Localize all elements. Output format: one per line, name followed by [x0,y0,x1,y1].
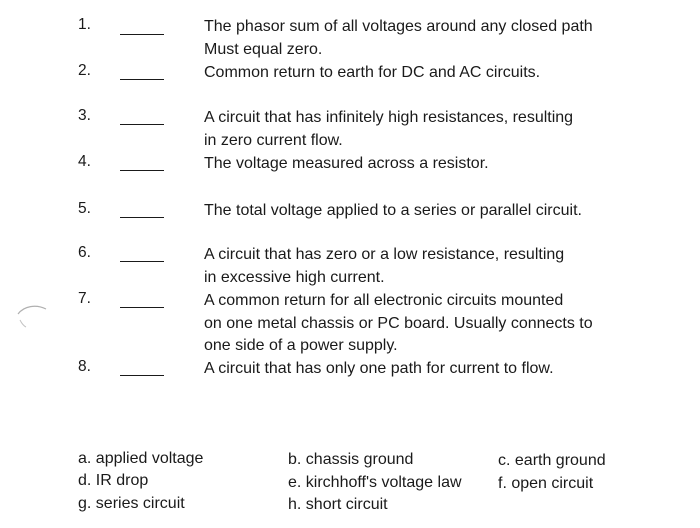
answer-blank[interactable] [120,34,164,35]
option-a: a. applied voltage [78,450,204,467]
answer-blank[interactable] [120,124,164,125]
answer-blank[interactable] [120,307,164,308]
answer-blank[interactable] [120,217,164,218]
question-number: 5. [78,200,91,217]
question-line: A circuit that has zero or a low resistance, resulting [204,246,565,263]
question-line: A common return for all electronic circuits mounted [204,292,564,309]
question-line: The voltage measured across a resistor. [204,155,489,172]
question-text [204,16,684,61]
option-b: b. chassis ground [288,451,414,468]
question-text [204,107,684,152]
question-text [204,290,684,358]
answer-blank[interactable] [120,170,164,171]
option-h: h. short circuit [288,496,388,513]
question-text [204,200,684,223]
question-line: Common return to earth for DC and AC circuits. [204,64,541,81]
question-line: on one metal chassis or PC board. Usually connects to [204,314,593,332]
question-line: Must equal zero. [204,40,323,58]
question-line: in excessive high current. [204,268,385,286]
question-line: A circuit that has only one path for current to flow. [204,360,554,377]
question-number: 4. [78,153,91,170]
option-g: g. series circuit [78,495,185,512]
answer-blank[interactable] [120,261,164,262]
scan-mark [14,300,48,330]
question-line: in zero current flow. [204,131,343,149]
question-number: 8. [78,358,91,375]
question-number: 6. [78,244,91,261]
question-text [204,62,684,85]
question-text [204,244,684,289]
question-number: 3. [78,107,91,124]
question-number: 1. [78,16,91,33]
question-number: 7. [78,290,91,307]
question-line: A circuit that has infinitely high resistances, resulting [204,109,574,126]
option-d: d. IR drop [78,472,149,489]
question-line: one side of a power supply. [204,337,398,354]
option-c: c. earth ground [498,452,606,469]
question-text [204,153,684,176]
answer-blank[interactable] [120,79,164,80]
answer-blank[interactable] [120,375,164,376]
question-line: The total voltage applied to a series or parallel circuit. [204,202,582,219]
option-f: f. open circuit [498,475,594,492]
question-number: 2. [78,62,91,79]
option-e: e. kirchhoff's voltage law [288,474,462,491]
question-text [204,358,684,381]
question-line: The phasor sum of all voltages around any closed path [204,18,593,35]
